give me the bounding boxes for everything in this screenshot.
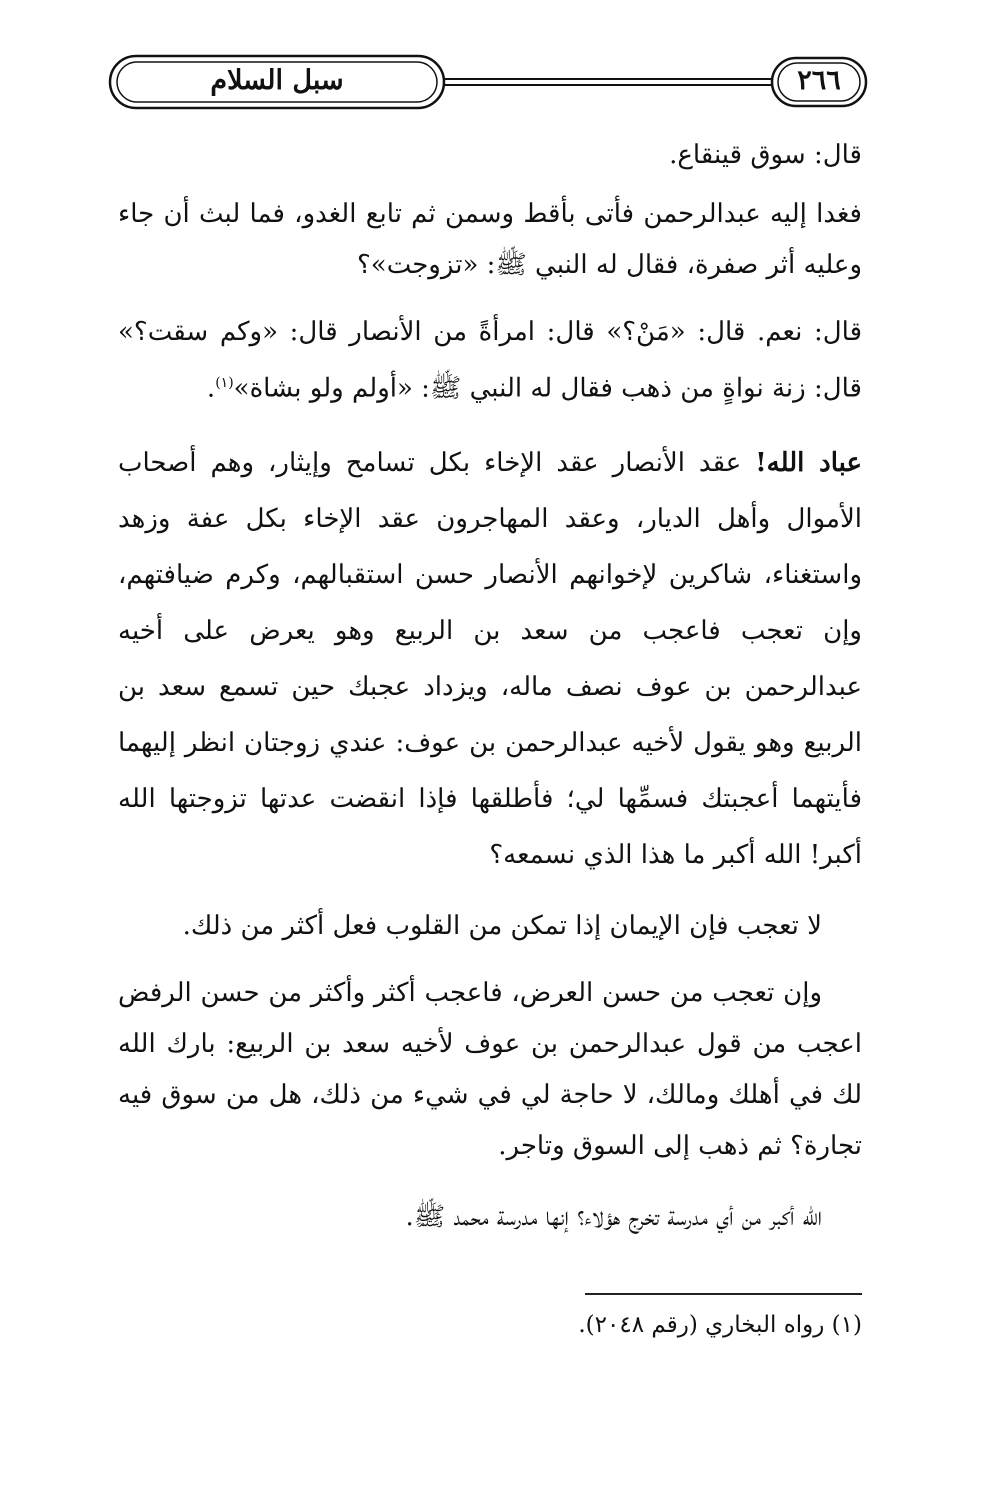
paragraph-4-lead: عباد الله!: [755, 447, 862, 478]
footnote: (١) رواه البخاري (رقم ٢٠٤٨).: [578, 1312, 862, 1338]
paragraph-3-text: قال: نعم. قال: «مَنْ؟» قال: امرأةً من الأنصار قال: «وكم سقت؟» قال: زنة نواةٍ من ذهب فقال له النبي ﷺ: «أولم ولو بشاة»: [118, 317, 862, 404]
paragraph-4: [118, 435, 862, 883]
main-text: [118, 128, 862, 1243]
page-header: [108, 52, 870, 112]
paragraph-1: قال: سوق قينقاع.: [669, 140, 862, 170]
running-title: سبل السلام: [210, 65, 344, 96]
paragraph-5: لا تعجب فإن الإيمان إذا تمكن من القلوب فعل أكثر من ذلك.: [182, 910, 822, 941]
paragraph-2: فغدا إليه عبدالرحمن فأتى بأقط وسمن ثم تابع الغدو، فما لبث أن جاء وعليه أثر صفرة، فقال له النبي ﷺ: «تزوجت»؟: [118, 199, 862, 280]
footnote-separator: [585, 1293, 862, 1295]
page-number: ٢٦٦: [797, 65, 841, 96]
paragraph-6: وإن تعجب من حسن العرض، فاعجب أكثر وأكثر من حسن الرفض اعجب من قول عبدالرحمن بن عوف لأخيه سعد بن الربيع: بارك الله لك في أهلك ومالك، لا حاجة لي في شيء من ذلك، هل من سوق فيه تجارة؟ ثم ذهب إلى السوق وتاجر.: [118, 977, 862, 1161]
footnote-reference: (١): [215, 375, 234, 391]
paragraph-3-end: .: [206, 373, 216, 404]
paragraph-3: [118, 307, 862, 415]
paragraph-4-text: عقد الأنصار عقد الإخاء بكل تسامح وإيثار، وهم أصحاب الأموال وأهل الديار، وعقد المهاجرون عقد الإخاء بكل عفة وزهد واستغناء، شاكرين لإخوانهم الأنصار حسن استقبالهم، وكرم ضيافتهم، وإن تعجب فاعجب من سعد بن الربيع وهو يعرض على أخيه عبدالرحمن بن عوف نصف ماله، ويزداد عجبك حين تسمع سعد بن الربيع وهو يقول لأخيه عبدالرحمن بن عوف: عندي زوجتان انظر إليهما فأيتهما أعجبتك فسمِّها لي؛ فأطلقها فإذا انقضت عدتها تزوجتها الله أكبر! الله أكبر ما هذا الذي نسمعه؟: [118, 447, 862, 870]
paragraph-7: الله أكبر من أي مدرسة تخرج هؤلاء؟ إنها مدرسة محمد ﷺ.: [405, 1201, 822, 1232]
